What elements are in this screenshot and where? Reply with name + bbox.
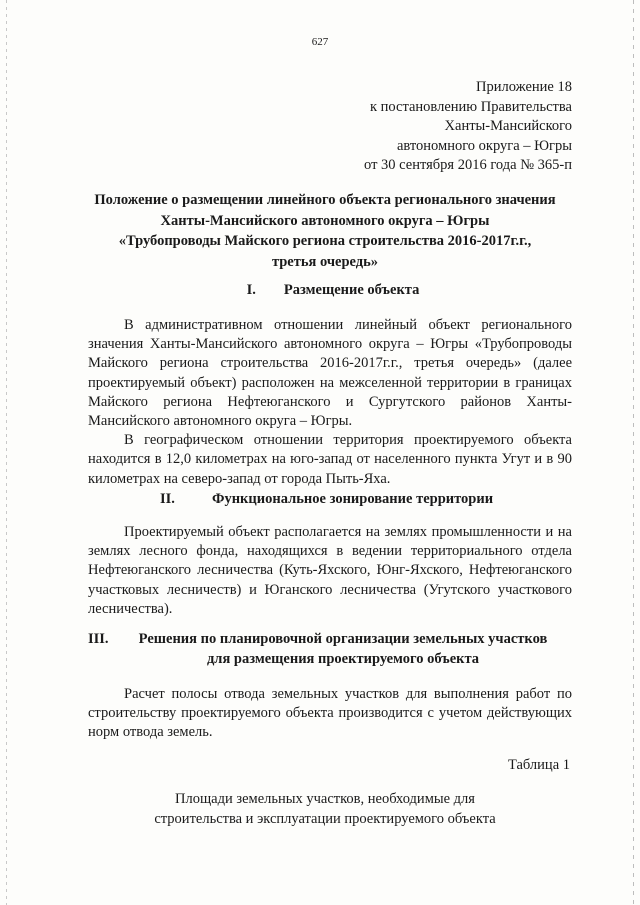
section-2-body xyxy=(88,523,572,619)
section-title: Функциональное зонирование территории xyxy=(212,491,494,507)
section-3-body xyxy=(88,685,572,743)
section-title-line: Решения по планировочной организации земельных участков xyxy=(138,631,548,647)
title-line: Положение о размещении линейного объекта регионального значения xyxy=(94,192,556,208)
section-number: I. xyxy=(246,282,256,298)
paragraph: Проектируемый объект располагается на землях промышленности и на землях лесного фонда, находящихся в ведении территориального отдела Нефтеюганского лесничества (Куть-Яхского, Юнг-Яхского, Нефтеюганского участковых лесничеств) и Юганского лесничества (Угутского участкового лесничества). xyxy=(88,524,572,617)
paragraph: В географическом отношении территория проектируемого объекта находится в 12,0 километрах на юго-запад от населенного пункта Угут и в 90 километрах на северо-запад от города Пыть-Яха. xyxy=(88,432,572,487)
appendix-line: Ханты-Мансийского xyxy=(444,118,572,134)
caption-line: Площади земельных участков, необходимые для xyxy=(175,791,475,807)
table-label: Таблица 1 xyxy=(507,757,570,773)
section-1-heading xyxy=(88,280,578,300)
appendix-block xyxy=(364,78,572,176)
section-3-heading xyxy=(88,629,578,669)
appendix-line: автономного округа – Югры xyxy=(396,137,572,154)
appendix-line: к постановлению Правительства xyxy=(370,98,572,115)
title-line: третья очередь» xyxy=(271,253,379,270)
paragraph: В административном отношении линейный объект регионального значения Ханты-Мансийского автономного округа – Югры «Трубопроводы Майского региона строительства 2016-2017г.г., третья очередь» (далее проектируемый объект) расположен на межселенной территории в границах Майского региона Нефтеюганского и Сургутского районов Ханты-Мансийского автономного округа – Югры. xyxy=(88,317,572,430)
section-title: Размещение объекта xyxy=(283,282,420,298)
appendix-line: Приложение 18 xyxy=(476,79,572,95)
section-1-body xyxy=(88,316,572,489)
caption-line: строительства и эксплуатации проектируемого объекта xyxy=(154,811,496,827)
paragraph: Расчет полосы отвода земельных участков для выполнения работ по строительству проектируемого объекта производится с учетом действующих норм отвода земель. xyxy=(88,686,572,741)
section-number: III. xyxy=(88,631,109,647)
scan-edge-left xyxy=(6,0,7,905)
page-number: 627 xyxy=(311,36,329,48)
title-line: Ханты-Мансийского автономного округа – Югры xyxy=(160,212,490,229)
section-title-line: для размещения проектируемого объекта xyxy=(206,651,480,667)
table-caption xyxy=(70,789,580,829)
section-number: II. xyxy=(160,491,175,507)
appendix-line: от 30 сентября 2016 года № 365-п xyxy=(364,157,572,173)
scan-edge-right xyxy=(633,0,634,905)
title-line: «Трубопроводы Майского региона строительства 2016-2017г.г., xyxy=(118,233,532,249)
document-title xyxy=(70,190,580,272)
